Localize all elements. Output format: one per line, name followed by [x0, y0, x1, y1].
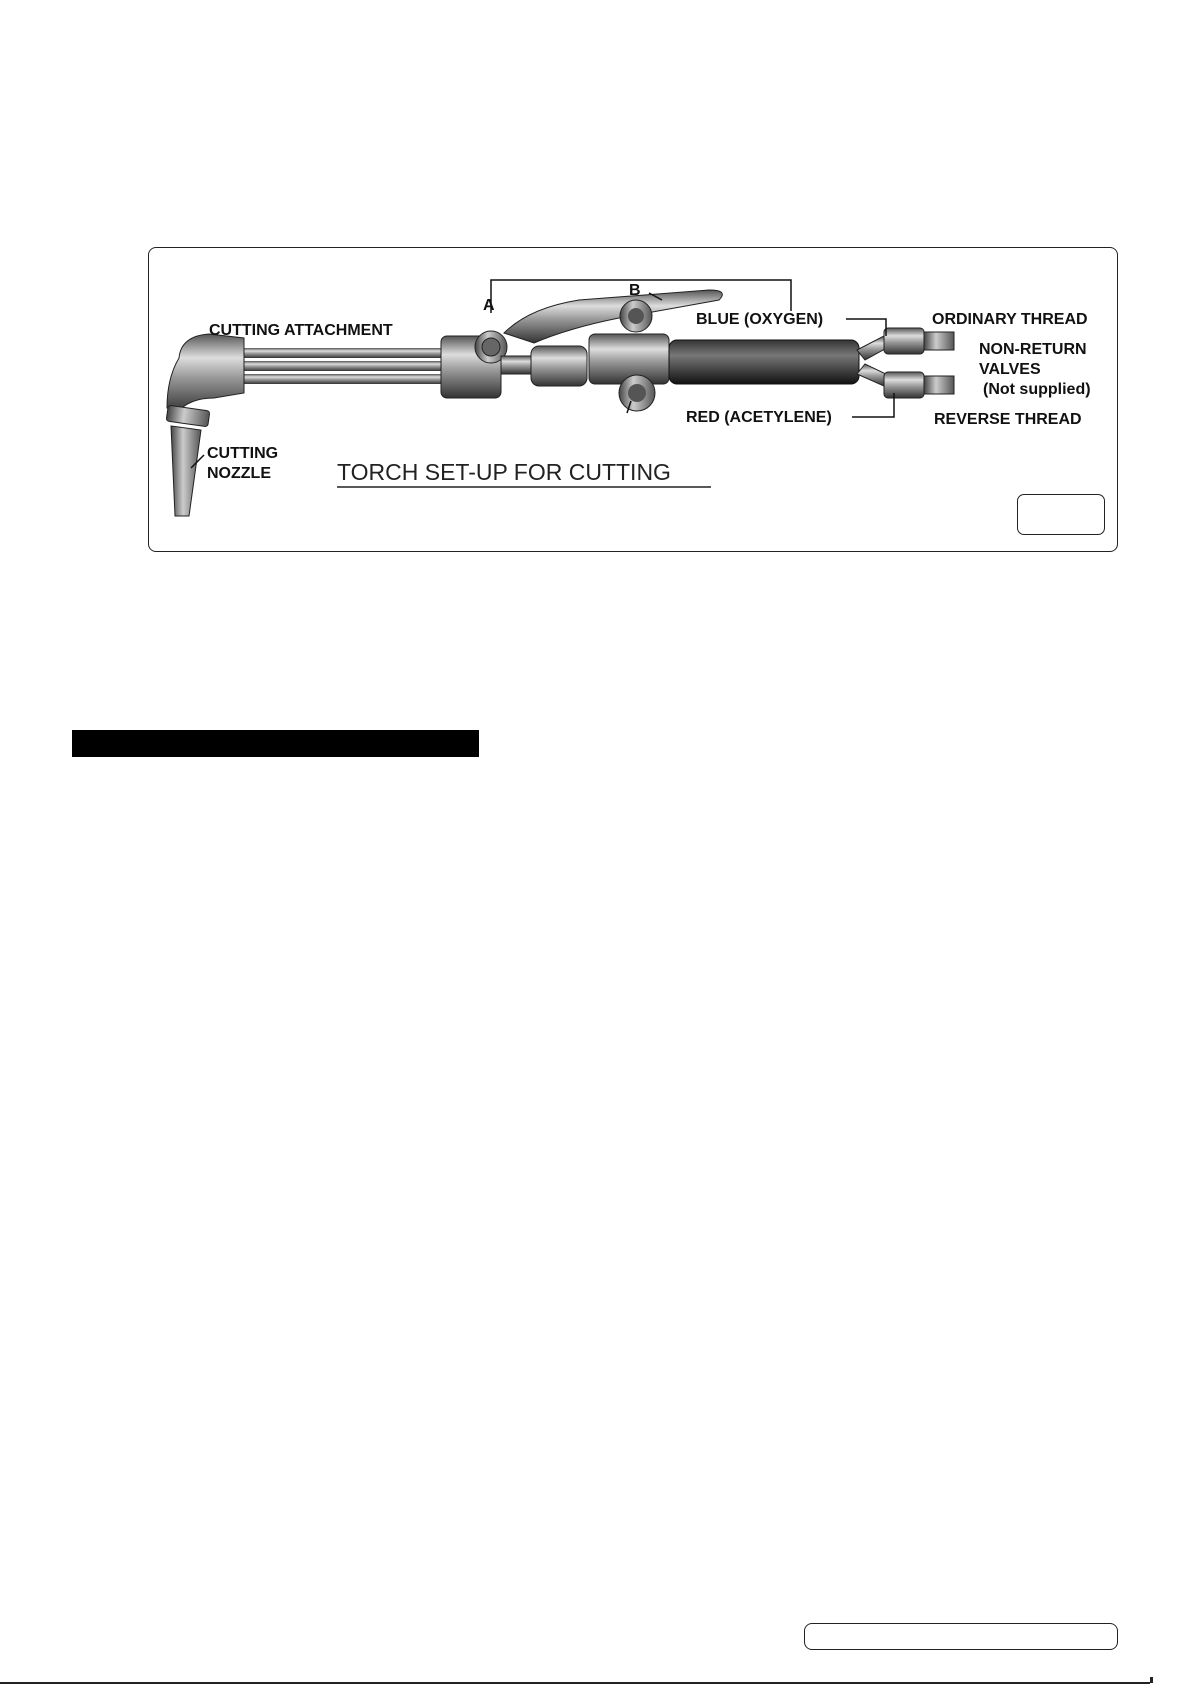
- reverse-thread-label: REVERSE THREAD: [934, 411, 1082, 428]
- cutting-nozzle-label-line2: NOZZLE: [207, 465, 271, 482]
- torch-diagram: [149, 248, 1116, 550]
- blue-oxygen-label: BLUE (OXYGEN): [696, 311, 824, 328]
- bottom-rule: [0, 1682, 1150, 1684]
- non-return-valves-label-line1: NON-RETURN: [979, 341, 1087, 358]
- figure-number-box: [1017, 494, 1105, 535]
- cutting-attachment-label: CUTTING ATTACHMENT: [209, 322, 393, 339]
- ordinary-thread-label: ORDINARY THREAD: [932, 311, 1088, 328]
- corner-mark: [1150, 1677, 1153, 1683]
- marker-a-label: A: [483, 297, 495, 314]
- cutting-nozzle-label-line1: CUTTING: [207, 445, 279, 462]
- non-return-valves-label-line2: VALVES: [979, 361, 1041, 378]
- figure-frame: [148, 247, 1118, 552]
- non-return-valves-label-line3: (Not supplied): [983, 381, 1091, 398]
- footer-reference-box: [804, 1623, 1118, 1650]
- diagram-title: TORCH SET-UP FOR CUTTING: [337, 459, 671, 485]
- red-acetylene-label: RED (ACETYLENE): [686, 409, 832, 426]
- section-heading-bar: [72, 730, 479, 757]
- marker-b-label: B: [629, 282, 641, 299]
